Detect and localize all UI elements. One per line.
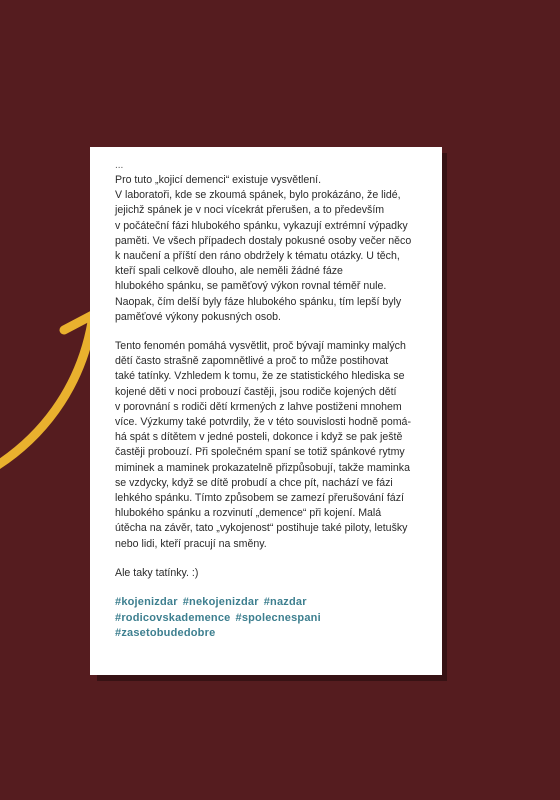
text-line: hlubokého spánku, se paměťový výkon rovnal téměř nule. — [115, 280, 387, 293]
text-line: jejichž spánek je v noci vícekrát přerušen, a to především — [115, 204, 385, 217]
hashtag-list — [115, 595, 426, 642]
text-line: V laboratoři, kde se zkoumá spánek, bylo prokázáno, že lidé, — [115, 189, 401, 202]
text-line: častěji probouzí. Při společném spaní se totiž spánkové rytmy — [115, 446, 405, 459]
ellipsis-text: ... — [115, 160, 124, 171]
text-line: há spát s dítětem v jedné posteli, dokonce i když se pak ještě — [115, 431, 403, 444]
text-line: k naučení a příští den ráno obdržely k tématu otázky. U těch, — [115, 250, 400, 263]
hashtag[interactable]: #kojenizdar — [115, 596, 178, 609]
book-page — [90, 147, 442, 675]
text-line: kojené děti v noci probouzí častěji, jsou rodiče kojených dětí — [115, 385, 397, 398]
hashtag[interactable]: #rodicovskademence — [115, 611, 231, 624]
text-line: v porovnání s rodiči dětí krmených z lahve postiženi mnohem — [115, 400, 402, 413]
text-line: Ale taky tatínky. :) — [115, 566, 199, 579]
hashtag[interactable]: #nekojenizdar — [182, 596, 259, 609]
text-line: Tento fenomén pomáhá vysvětlit, proč bývají maminky malých — [115, 340, 406, 353]
hashtag[interactable]: #zasetobudedobre — [115, 627, 216, 640]
text-line: miminek a maminek prokazatelně přizpůsobují, takže maminka — [115, 461, 410, 474]
hashtag-line — [115, 626, 426, 642]
text-line: paměťové výkony pokusných osob. — [115, 310, 281, 323]
text-line: útěcha na závěr, tato „vykojenost“ postihuje také piloty, letušky — [115, 522, 408, 535]
text-line: dětí často strašně zapomnětlivé a proč to může postihovat — [115, 355, 389, 368]
hashtag[interactable]: #spolecnespani — [235, 611, 321, 624]
text-line: v počáteční fázi hlubokého spánku, vykazují extrémní výpadky — [115, 219, 408, 232]
paragraph-3 — [115, 566, 426, 581]
text-line: paměti. Ve všech případech dostaly pokusné osoby večer něco — [115, 234, 412, 247]
text-line: také tatínky. Vzhledem k tomu, že ze statistického hlediska se — [115, 370, 405, 383]
text-line: Naopak, čím delší byly fáze hlubokého spánku, tím lepší byly — [115, 295, 402, 308]
text-line: lehkého spánku. Tímto způsobem se zamezí přerušování fází — [115, 492, 404, 505]
text-line: Pro tuto „kojicí demenci“ existuje vysvětlení. — [115, 174, 322, 186]
text-line: hlubokého spánku a rozvinutí „demence“ při kojení. Malá — [115, 507, 382, 520]
hashtag[interactable]: #nazdar — [263, 596, 307, 609]
paragraph-2 — [115, 339, 426, 552]
hashtag-line — [115, 595, 426, 611]
text-line: se vzdycky, když se dítě probudí a chce pít, nachází ve fázi — [115, 476, 393, 489]
paragraph-1 — [115, 173, 426, 325]
hashtag-line — [115, 611, 426, 627]
text-line: nebo lidi, kteří pracují na směny. — [115, 537, 267, 550]
text-line: více. Výzkumy také potvrdily, že v této souvislosti hodně pomá- — [115, 416, 411, 429]
text-line: kteří spali celkově dlouho, ale neměli žádné fáze — [115, 265, 343, 278]
